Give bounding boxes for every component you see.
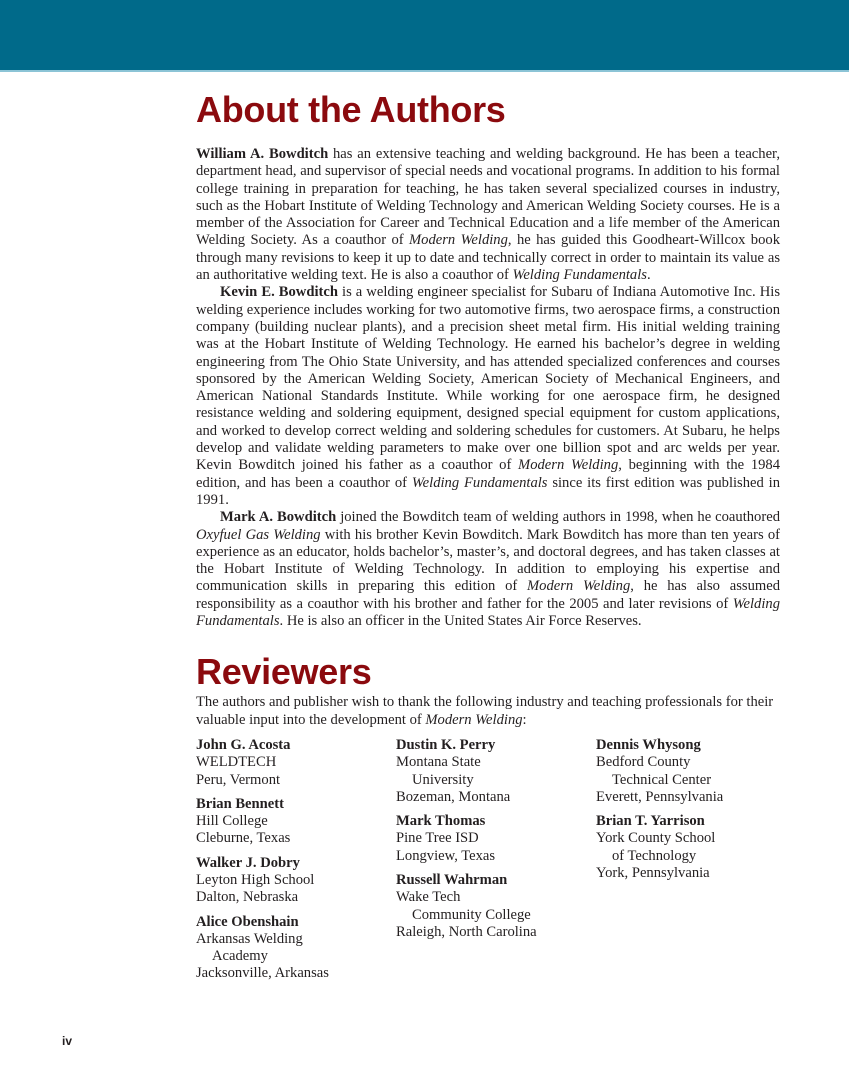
reviewer-name: Brian T. Yarrison — [596, 813, 705, 830]
reviewer-affiliation-cont: Academy — [212, 948, 268, 965]
intro-text: The authors and publisher wish to thank the following industry and teaching professionals for their valuable input into the development of — [196, 694, 774, 728]
book-title: Modern Welding — [409, 232, 508, 249]
header-band — [0, 0, 849, 72]
bio-text: with his brother Kevin Bowditch. Mark Bowditch has more than ten years of experience as an educator, holds bachelor’s, master’s, and doctoral degrees, and has taken classes at the Hobart Institute of Welding Technology. In addition to employing his expertise and communication skills in preparing this edition of — [196, 526, 780, 595]
reviewer-affiliation: Pine Tree ISD — [396, 830, 479, 847]
reviewer-affiliation-cont: University — [412, 771, 474, 788]
reviewer-entry — [396, 813, 596, 865]
reviewer-location: Dalton, Nebraska — [196, 889, 299, 906]
reviewer-affiliation-cont: Community College — [412, 906, 531, 923]
reviewers-heading: Reviewers — [196, 651, 372, 693]
author-name: Kevin E. Bowditch — [220, 284, 338, 301]
bio-text: has an extensive teaching and welding background. He has been a teacher, department head, and supervisor of special needs and vocational programs. In addition to his formal college training in preparation for teaching, he has taken several specialized courses in industry, such as the Hobart Institute of Welding Technology and American Welding Society courses. He is a member of the Association for Career and Technical Education and a life member of the American Welding Society. As a coauthor of — [196, 146, 780, 249]
book-title: Welding Fundamentals — [512, 267, 647, 284]
bio-text: , he has also assumed responsibility as a coauthor with his brother and father for the 2005 and later revisions of — [196, 578, 780, 612]
reviewer-column-1 — [196, 737, 396, 990]
bio-text: , beginning with the 1984 edition, and has been a coauthor of — [196, 457, 781, 491]
reviewer-affiliation: Leyton High School — [196, 871, 315, 888]
reviewer-entry — [596, 813, 796, 882]
bio-text: . He is also an officer in the United States Air Force Reserves. — [279, 613, 642, 630]
reviewer-location: Peru, Vermont — [196, 771, 281, 788]
book-title: Welding Fundamentals — [411, 474, 548, 491]
reviewer-affiliation-cont: Technical Center — [612, 771, 712, 788]
author-name: Mark A. Bowditch — [220, 509, 337, 526]
reviewers-intro — [196, 694, 780, 729]
reviewer-entry — [396, 872, 596, 941]
reviewer-affiliation: Hill College — [196, 813, 268, 830]
intro-text: : — [522, 711, 527, 728]
reviewer-name: Mark Thomas — [396, 813, 486, 830]
reviewer-entry — [196, 737, 396, 789]
reviewer-location: Cleburne, Texas — [196, 830, 291, 847]
reviewer-location: Longview, Texas — [396, 847, 496, 864]
reviewer-entry — [596, 737, 796, 806]
reviewer-name: Dennis Whysong — [596, 736, 701, 753]
page-content — [196, 88, 780, 990]
reviewer-affiliation: York County School — [596, 830, 716, 847]
reviewer-location: Raleigh, North Carolina — [396, 923, 537, 940]
reviewer-location: Bozeman, Montana — [396, 788, 511, 805]
reviewer-affiliation: Montana State — [396, 754, 481, 771]
reviewer-column-3 — [596, 737, 796, 990]
reviewer-name: Dustin K. Perry — [396, 736, 496, 753]
reviewer-entry — [196, 914, 396, 983]
book-title: Modern Welding — [527, 578, 631, 595]
book-title: Oxyfuel Gas Welding — [196, 526, 321, 543]
reviewer-affiliation: WELDTECH — [196, 754, 277, 771]
reviewer-name: Alice Obenshain — [196, 913, 299, 930]
reviewer-name: Walker J. Dobry — [196, 854, 300, 871]
bio-william — [196, 146, 780, 284]
reviewer-location: York, Pennsylvania — [596, 864, 710, 881]
reviewer-entry — [196, 855, 396, 907]
bio-text: is a welding engineer specialist for Subaru of Indiana Automotive Inc. His welding experience includes working for two automotive firms, two aerospace firms, a construction company (building nuclear plants), and a precision sheet metal firm. His initial welding training was at the Hobart Institute of Welding Technology. He earned his bachelor’s degree in welding engineering from The Ohio State University, and has attended specialized conferences and courses sponsored by the American Welding Society, American Society of Mechanical Engineers, and American National Standards Institute. While working for one aerospace firm, he designed resistance welding and soldering equipment, designed special equipment for custom applications, and worked to develop correct welding and soldering schedules for customers. At Subaru, he helps develop and validate welding parameters to make over one billion spot and arc welds per year. Kevin Bowditch joined his father as a coauthor of — [196, 284, 780, 474]
reviewer-name: John G. Acosta — [196, 736, 291, 753]
book-title: Modern Welding — [518, 457, 619, 474]
page-number: iv — [62, 1034, 73, 1048]
reviewer-column-2 — [396, 737, 596, 990]
about-authors-heading: About the Authors — [196, 89, 506, 130]
reviewer-location: Everett, Pennsylvania — [596, 788, 724, 805]
author-name: William A. Bowditch — [196, 146, 329, 162]
reviewer-entry — [396, 737, 596, 806]
book-title: Modern Welding — [425, 711, 523, 728]
reviewer-affiliation: Arkansas Welding — [196, 930, 303, 947]
bio-text: since its first edition was published in 1991. — [196, 474, 780, 508]
reviewer-name: Brian Bennett — [196, 795, 284, 812]
reviewer-affiliation-cont: of Technology — [612, 847, 697, 864]
reviewer-affiliation: Wake Tech — [396, 889, 461, 906]
bio-text: , he has guided this Goodheart-Willcox book through many revisions to keep it up to date and technically correct in order to maintain its value as an authoritative welding text. He is also a coauthor of — [196, 232, 780, 284]
book-title: Welding Fundamentals — [196, 595, 780, 630]
reviewer-affiliation: Bedford County — [596, 754, 691, 771]
reviewer-location: Jacksonville, Arkansas — [196, 965, 329, 982]
bio-text: . — [646, 267, 651, 284]
bio-kevin — [196, 284, 780, 509]
bio-mark — [196, 509, 780, 630]
reviewer-entry — [196, 796, 396, 848]
bio-text: joined the Bowditch team of welding authors in 1998, when he coauthored — [336, 509, 780, 526]
reviewer-columns — [196, 737, 796, 990]
author-bios — [196, 146, 780, 630]
reviewer-name: Russell Wahrman — [396, 871, 508, 888]
